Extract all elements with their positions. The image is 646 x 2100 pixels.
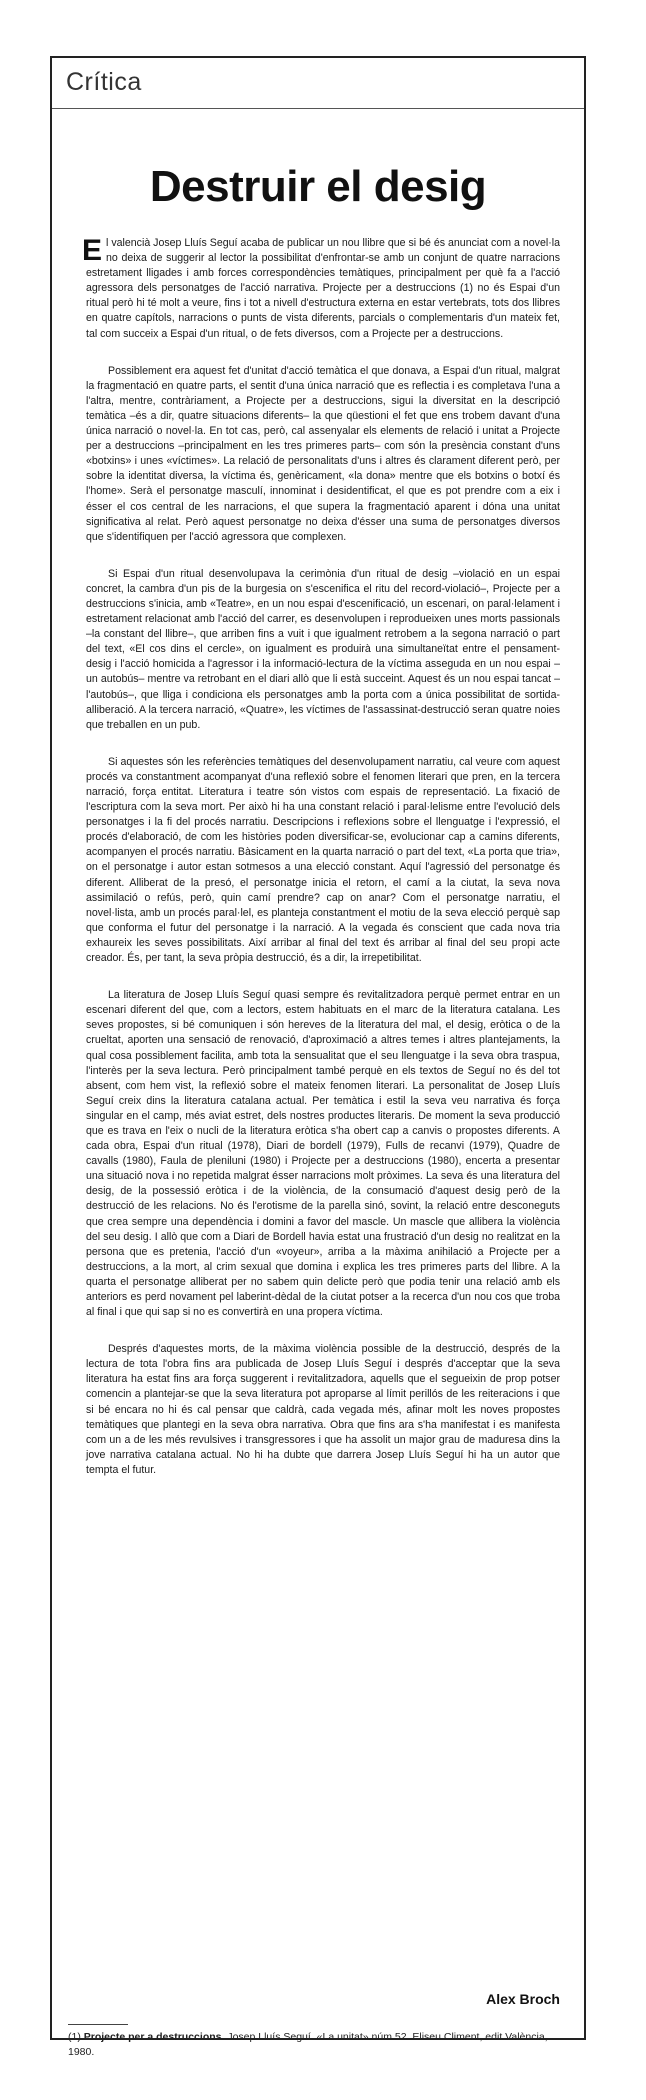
divider — [52, 108, 584, 109]
drop-cap: E — [82, 234, 103, 267]
paragraph-1 — [82, 234, 560, 342]
article-frame — [50, 56, 586, 2058]
footnote-text: Josep Lluís Seguí. «La unitat» núm 52. Eliseu Climent, edit València, 1980. — [68, 2031, 548, 2058]
paragraph-2: Possiblement era aquest fet d'unitat d'acció temàtica el que donava, a Espai d'un ritual, malgrat la fragmentació en quatre parts, el sentit d'una única narració que es reflectia i es completava l'una a l'altra, mentre, contràriament, a Projecte per a destruccions, sigui la diversitat en la descripció temàtica –és a dir, quatre situacions diferents– la que qüestioni el fet que ens trobem davant d'una única narració o novel·la. En tot cas, però, cal assenyalar els elements de relació i unitat a Projecte per a destruccions –principalment en les tres primeres parts– com són la presència constant d'uns «botxins» i unes «víctimes». La relació de personalitats d'uns i altres és clarament diferent però, per sobre la identitat diversa, la víctima és, genèricament, «la dona» mentre que els botxins o botxí és l'home». Serà el personatge masculí, innominat i desidentificat, el que es pot prendre com a eix i ésser el cos central de les narracions, el que supera la fragmentació aparent i dóna una unitat significativa al relat. Però aquest personatge no deixa d'ésser una suma de personatges diversos que s'identifiquen per l'acció agressora que complexen. — [86, 364, 560, 543]
footnote-divider — [68, 2024, 128, 2025]
footnote-title: Projecte per a destruccions. — [83, 2031, 225, 2043]
footnote-marker: (1) — [68, 2031, 81, 2043]
article-body — [82, 234, 560, 1500]
footnote — [68, 2030, 554, 2060]
section-label: Crítica — [66, 68, 142, 96]
paragraph-4: Si aquestes són les referències temàtiques del desenvolupament narratiu, cal veure com aquest procés va constantment acompanyat d'una reflexió sobre el fenomen literari que pren, en la tercera narració, força entitat. Literatura i teatre són vistos com espais de representació. La fixació de l'escriptura com la seva mort. Per això hi ha una constant relació i paral·lelisme entre l'evolució dels personatges i la fi del procés narratiu. Descripcions i reflexions sobre el llenguatge i l'expressió, el procés d'elaboració, de com les històries poden diversificar-se, evolucionar cap a camins diferents, acompanyen el procés narratiu. Bàsicament en la quarta narració o part del text, «La porta que tria», on el personatge i autor estan sotmesos a una elecció constant. Aquí l'agressió del personatge és diferent. Alliberat de la presó, el personatge inicia el retorn, el camí a la ciutat, la seva nova assimilació o refús, però, quin camí prendre? cap on anar? Com el personatge narratiu, el novel·lista, amb un procés paral·lel, es planteja constantment el motiu de la seva elecció perquè sap que conforma el futur del personatge i la narració. A la vegada és conscient que cada nova tria exhaureix les seves possibilitats. Així arribar al final del text és arribar al final del seu propi acte creador. És, per tant, la seva pròpia destrucció, és a dir, la irrepetibilitat. — [86, 755, 560, 965]
author-signature: Alex Broch — [486, 1991, 560, 2007]
paragraph-text: l valencià Josep Lluís Seguí acaba de publicar un nou llibre que si bé és anunciat com a novel·la no deixa de suggerir al lector la possibilitat d'enfrontar-se amb un conjunt de quatre narracions estretament lligades i amb forces correspondències temàtiques, principalment per què fa a l'acció agressora dels personatges de l'acció narrativa. Projecte per a destruccions (1) no és Espai d'un ritual però hi té molt a veure, fins i tot a nivell d'estructura externa en estar vertebrats, tots dos llibres en quatre capítols, narracions o punts de vista diferents, parcials o complementaris d'un mateix fet, tal com succeix a Espai d'un ritual, o de fets diversos, com a Projecte per a destruccions. — [86, 237, 560, 340]
paragraph-3: Si Espai d'un ritual desenvolupava la cerimònia d'un ritual de desig –violació en un espai concret, la cambra d'un pis de la burgesia on s'escenifica el ritu del record-violació–, Projecte per a destruccions s'inicia, amb «Teatre», en un nou espai d'escenificació, un escenari, on paral·lelament i estretament relacionat amb l'acció del carrer, es desenvolupen i reprodueixen unes morts passionals –la constant del llibre–, que arriben fins a vuit i que igualment retrobem a la segona narració o part del text, «El cos dins el cercle», on igualment es produirà una simultaneïtat entre el pensament-desig i l'acció homicida a l'agressor i la informació-lectura de la víctima asseguda en un nou espai –un autobús– mentre va retrobant en el diari allò que li està succeint. Aquest és un nou espai tancat –l'autobús–, que lliga i condiciona els personatges amb la porta com a única possibilitat de sortida-alliberació. A la tercera narració, «Quatre», les víctimes de l'assassinat-destrucció seran quatre noies que treballen en un pub. — [86, 567, 560, 731]
paragraph-5: La literatura de Josep Lluís Seguí quasi sempre és revitalitzadora perquè permet entrar en un escenari diferent del que, com a lectors, estem habituats en el marc de la literatura catalana. Les seves propostes, si bé comuniquen i són hereves de la literatura del mal, el desig, eròtica o de la crueltat, aporten una sensació de renovació, d'aproximació a altres temes i altres plantejaments, la qual cosa possiblement facilita, amb tota la sensualitat que el seu llenguatge i la seva obra traspua, l'interès per la seva lectura. Però principalment també perquè en els textos de Seguí no és del tot absent, com hem vist, la reflexió sobre el mateix fenomen literari. La personalitat de Josep Lluís Seguí creix dins la literatura catalana actual. Per temàtica i estil la seva veu narrativa és força singular en el camp, més aviat estret, dels nostres productes literaris. De moment la seva producció que es trava en l'eix o nucli de la literatura eròtica s'ha obert cap a canvis o propostes diferents. A cada obra, Espai d'un ritual (1978), Diari de bordell (1979), Fulls de recanvi (1979), Quadre de cavalls (1980), Faula de pleniluni (1980) i Projecte per a destruccions (1980), encerta a presentar una situació nova i no repetida malgrat ésser narracions molt pròximes. La seva és una literatura del desig, de la possessió eròtica i de la violència, de la consumació d'aquest desig però de la destrucció de les relacions. No és l'erotisme de la parella sinó, sovint, la relació entre desconeguts que crea sempre una dependència i domini a favor del mascle. Un mascle que allibera la violència del seu desig. I allò que com a Diari de Bordell havia estat una frustració d'un desig no realitzat en la persona que es pretenia, l'acció d'un «voyeur», arriba a la màxima anihilació a Projecte per a destruccions, a la mort, al crim sexual que domina i explica les tres primeres parts del llibre. A la quarta el personatge alliberat per no sabem quin delicte però que podia tenir una relació amb els anteriors es perd novament pel laberint-dèdal de la ciutat potser a la recerca d'un nou cos que troba al final i que qui sap si no es convertirà en una propera víctima. — [86, 989, 560, 1319]
article-headline: Destruir el desig — [149, 162, 487, 211]
paragraph-6: Després d'aquestes morts, de la màxima violència possible de la destrucció, després de la lectura de tota l'obra fins ara publicada de Josep Lluís Seguí i després d'acceptar que la seva literatura ha estat fins ara força suggerent i revitalitzadora, aquells que el segueixin de prop potser comencin a plantejar-se que la seva literatura pot aproparse al límit perillós de les reiteracions i que si bé encara no hi és cal pensar que caldrà, cada vegada més, afinar molt les noves propostes temàtiques que plantegi en la seva obra narrativa. Obra que fins ara s'ha manifestat i es manifesta com un a de les més revulsives i transgressores i que ha assolit un major grau de maduresa dins la jove narrativa catalana actual. No hi ha dubte que darrera Josep Lluís Seguí hi ha un autor que tempta el futur. — [86, 1343, 560, 1476]
